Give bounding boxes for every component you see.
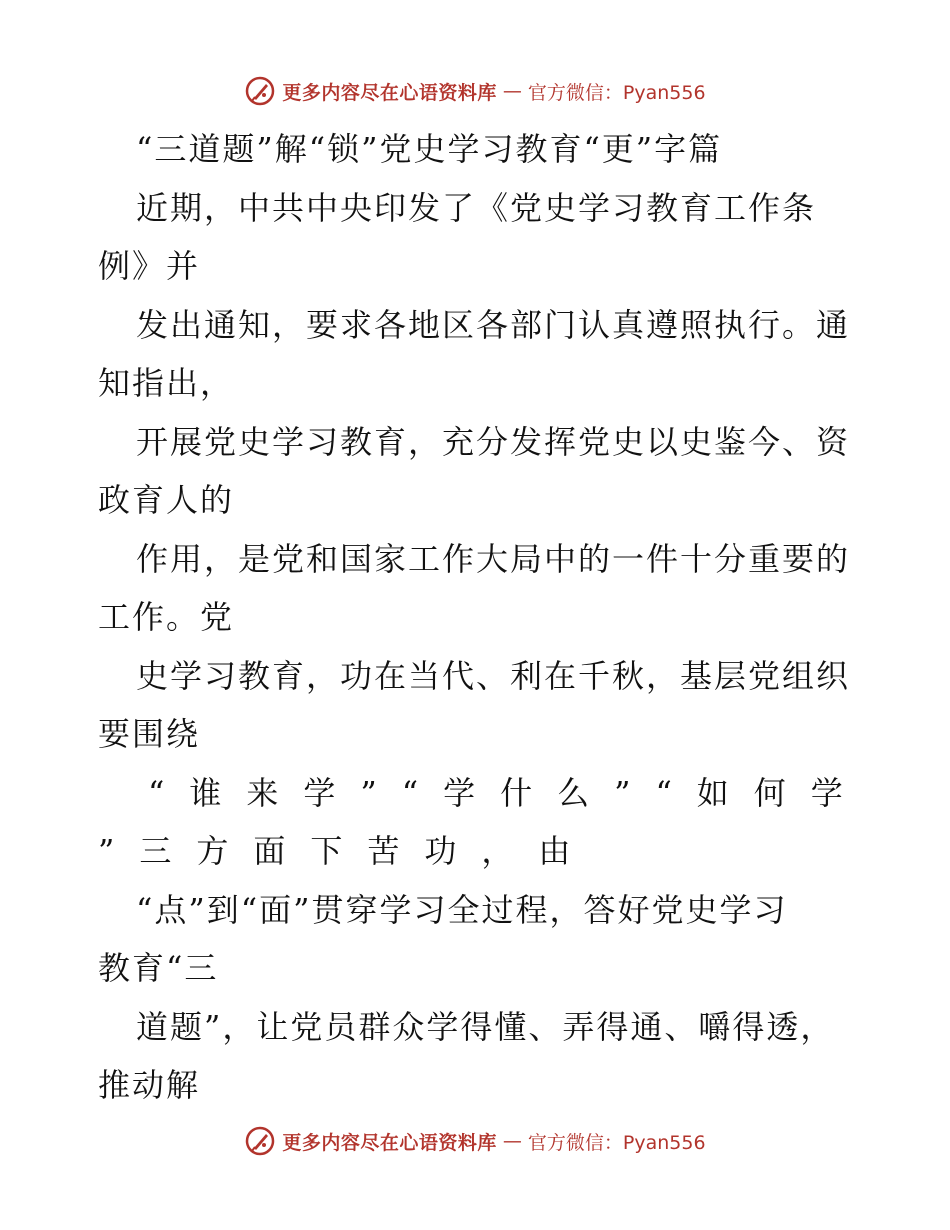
paragraph-line: 要围绕	[98, 715, 201, 753]
paragraph-line: 作用，是党和国家工作大局中的一件十分重要的	[136, 539, 851, 578]
banner-wechat-text: 官方微信：Pyan556	[527, 1131, 706, 1154]
paragraph-line: 推动解	[98, 1066, 201, 1104]
paragraph-line: 例》并	[98, 247, 201, 285]
paragraph-line: 知指出，	[98, 364, 235, 402]
banner-wechat-text: 官方微信：Pyan556	[527, 81, 706, 104]
paragraph-line: 近期，中共中央印发了《党史学习教育工作条	[136, 188, 817, 227]
banner-separator: —	[502, 1130, 522, 1152]
paragraph-line: 教育“三	[98, 949, 219, 987]
paragraph-line: ”三方面下苦功，由	[98, 832, 596, 870]
paragraph-line: 发出通知，要求各地区各部门认真遵照执行。通	[136, 305, 851, 344]
banner-brand-text: 更多内容尽在心语资料库	[282, 1131, 497, 1154]
paragraph-line: 政育人的	[98, 481, 235, 519]
document-body	[98, 120, 868, 1115]
paragraph-line: 开展党史学习教育，充分发挥党史以史鉴今、资	[136, 422, 851, 461]
paragraph-line: 工作。党	[98, 598, 235, 636]
document-title: “三道题”解“锁”党史学习教育“更”字篇	[136, 130, 723, 168]
footer-banner	[0, 1121, 950, 1161]
paragraph-line: 道题”，让党员群众学得懂、弄得通、嚼得透，	[136, 1007, 835, 1046]
header-banner	[0, 71, 950, 111]
paragraph-line: “谁来学”“学什么”“如何学	[148, 773, 868, 812]
paragraph-line: 史学习教育，功在当代、利在千秋，基层党组织	[136, 656, 851, 695]
quill-circle-icon	[244, 1125, 276, 1157]
paragraph-line: “点”到“面”贯穿学习全过程，答好党史学习	[136, 890, 788, 929]
banner-separator: —	[502, 80, 522, 102]
quill-circle-icon	[244, 75, 276, 107]
banner-brand-text: 更多内容尽在心语资料库	[282, 81, 497, 104]
